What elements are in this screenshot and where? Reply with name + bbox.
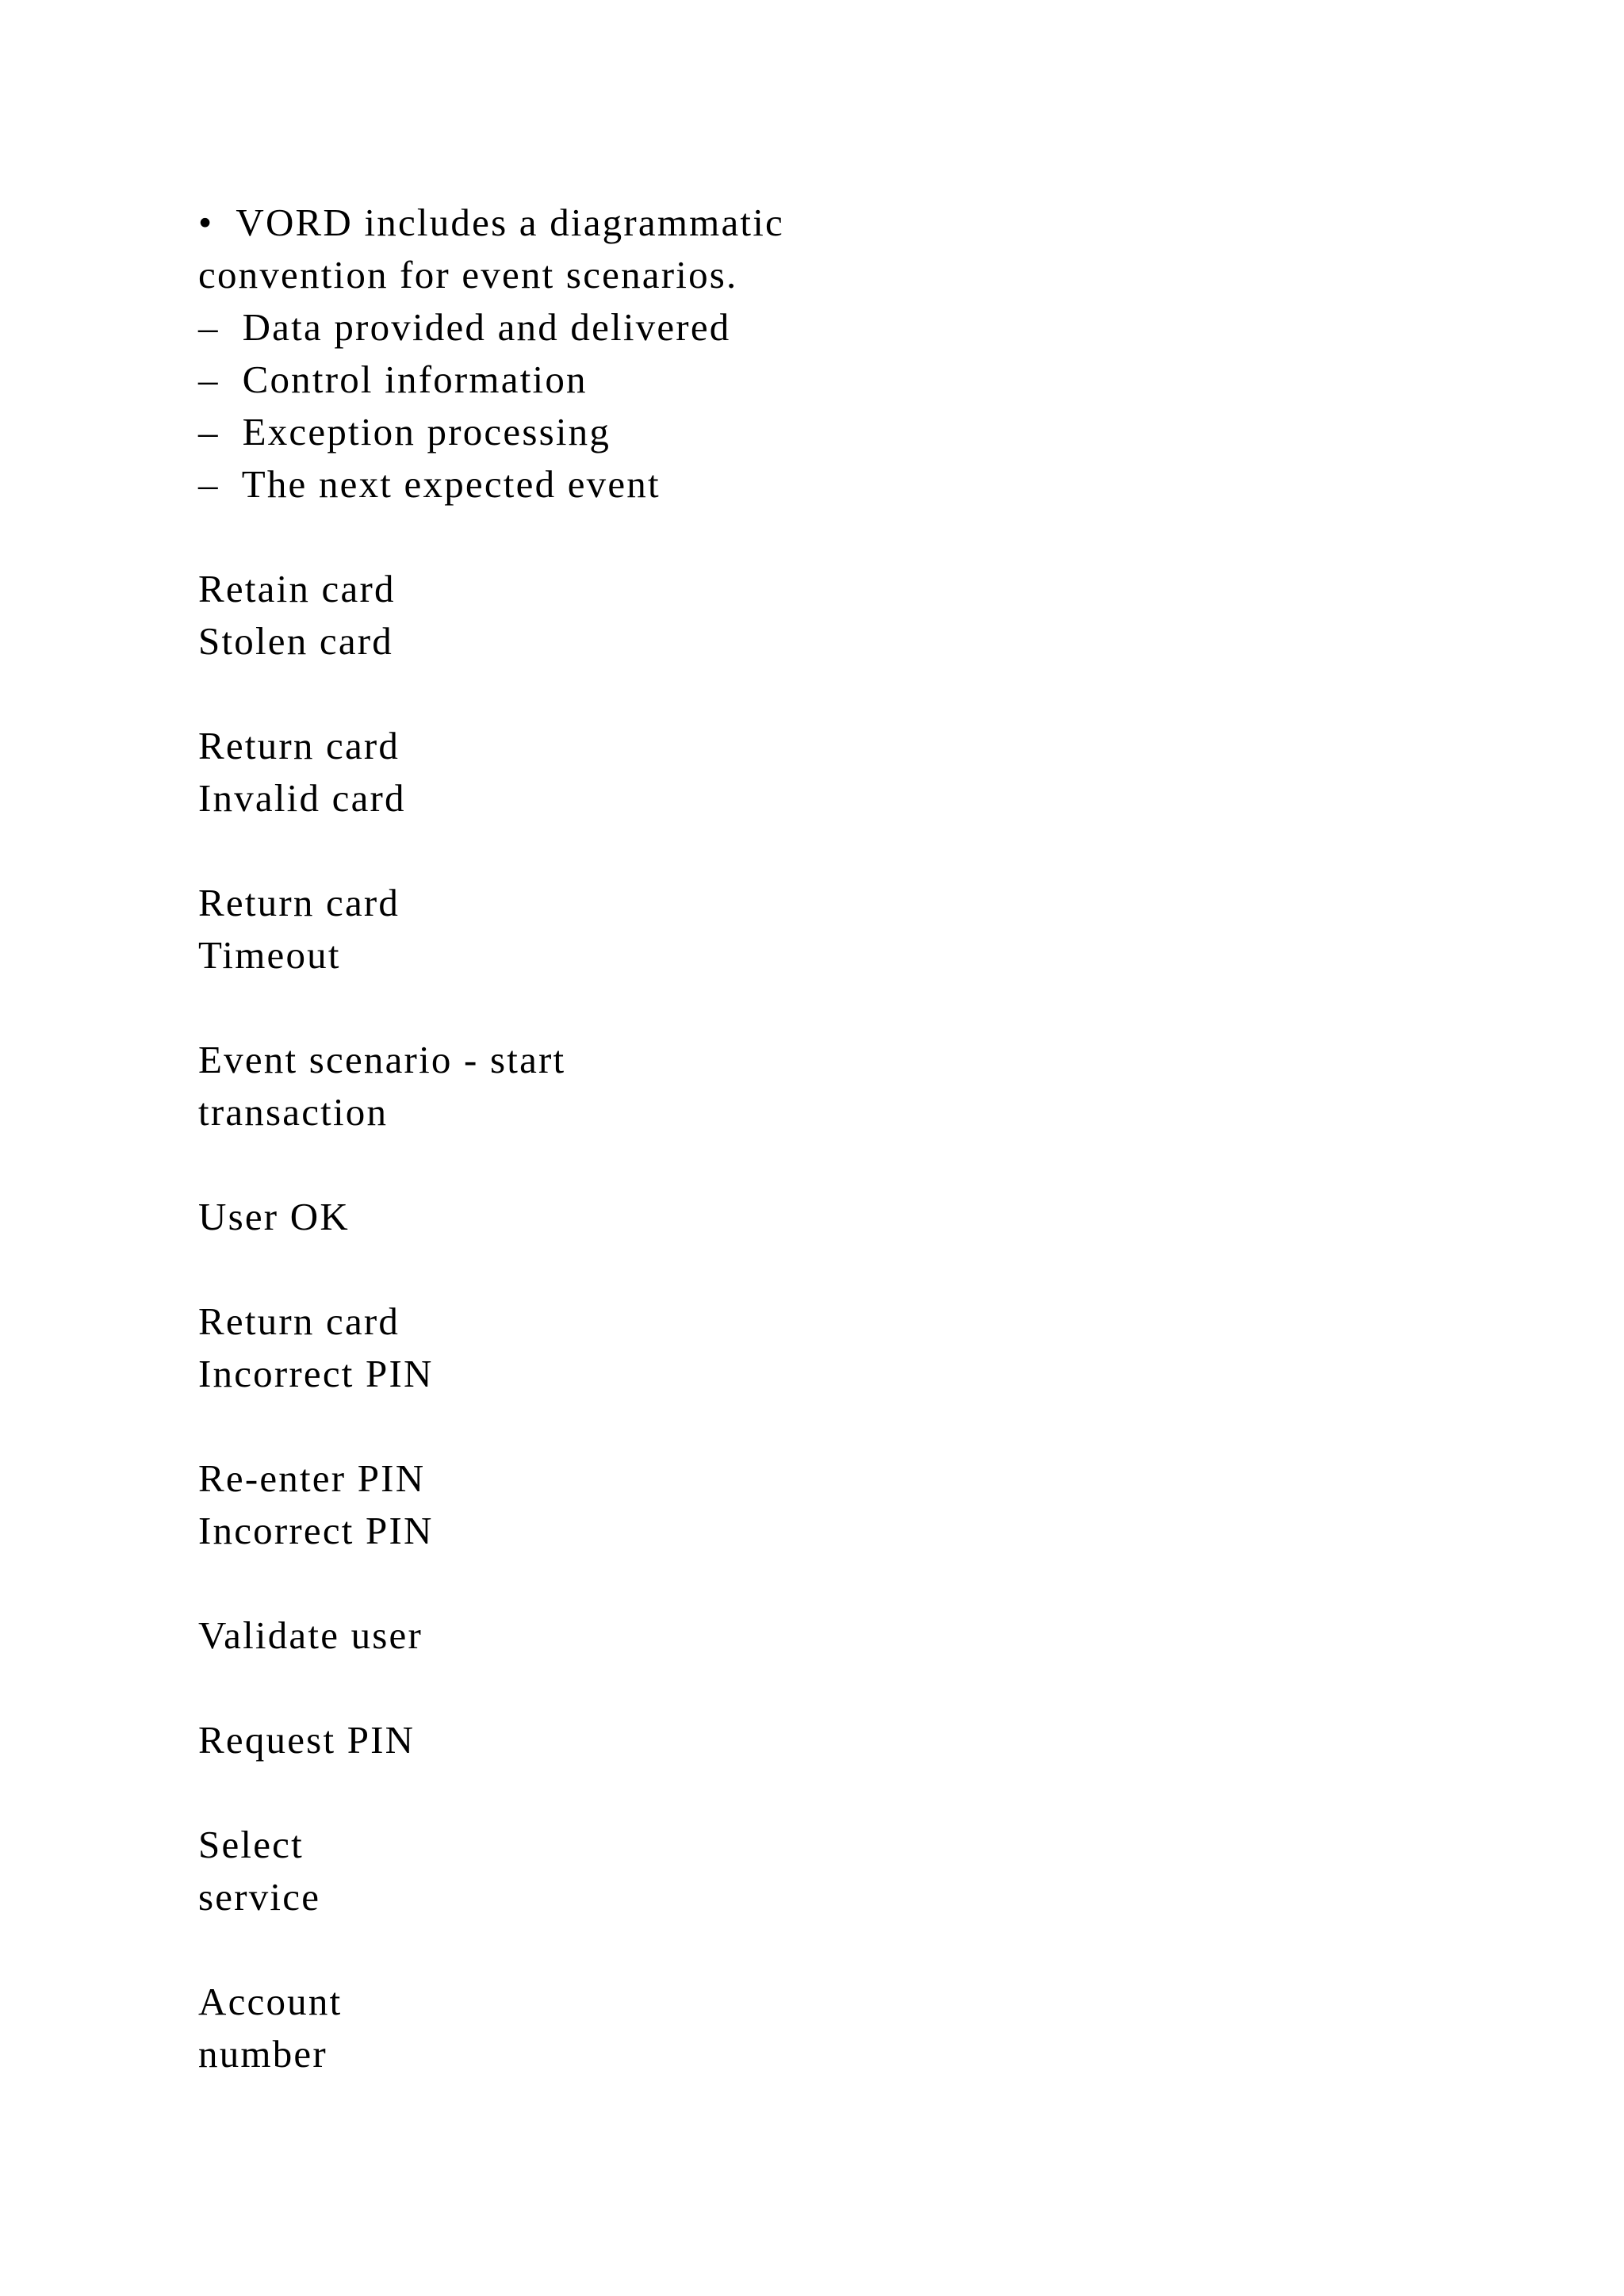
label-line: Return card	[198, 1299, 400, 1343]
label-block-validate-user	[198, 1609, 1388, 1662]
document-body	[198, 197, 1388, 2080]
label-block-request-pin	[198, 1714, 1388, 1766]
dash-item-exception: – Exception processing	[198, 410, 611, 453]
label-line: Incorrect PIN	[198, 1352, 434, 1395]
label-block-timeout	[198, 877, 1388, 982]
label-block-retain-card	[198, 563, 1388, 668]
label-block-incorrect-pin	[198, 1295, 1388, 1400]
label-line: Timeout	[198, 933, 341, 977]
label-line: Invalid card	[198, 776, 406, 820]
dash-item-next-event: – The next expected event	[198, 462, 661, 506]
label-line: Account	[198, 1980, 343, 2023]
label-line: Validate user	[198, 1613, 423, 1657]
label-block-invalid-card	[198, 720, 1388, 825]
label-block-user-ok	[198, 1191, 1388, 1243]
label-line: transaction	[198, 1090, 389, 1134]
label-line: Select	[198, 1823, 304, 1866]
label-block-account-number	[198, 1976, 1388, 2080]
dash-item-data: – Data provided and delivered	[198, 305, 731, 349]
label-line: Return card	[198, 724, 400, 767]
label-line: Request PIN	[198, 1718, 416, 1762]
dash-item-control: – Control information	[198, 358, 588, 401]
label-line: Event scenario - start	[198, 1038, 566, 1081]
label-block-reenter-pin	[198, 1452, 1388, 1557]
label-line: User OK	[198, 1195, 350, 1238]
bullet-line: • VORD includes a diagrammatic	[198, 201, 784, 244]
label-line: Return card	[198, 881, 400, 924]
intro-block	[198, 197, 1388, 511]
label-line: number	[198, 2032, 327, 2076]
label-line: Re-enter PIN	[198, 1456, 426, 1500]
label-line: service	[198, 1875, 321, 1919]
bullet-line-continued: convention for event scenarios.	[198, 253, 738, 297]
label-line: Incorrect PIN	[198, 1509, 434, 1552]
label-block-event-scenario	[198, 1034, 1388, 1138]
label-block-select-service	[198, 1819, 1388, 1923]
label-line: Stolen card	[198, 619, 393, 663]
label-line: Retain card	[198, 567, 396, 610]
